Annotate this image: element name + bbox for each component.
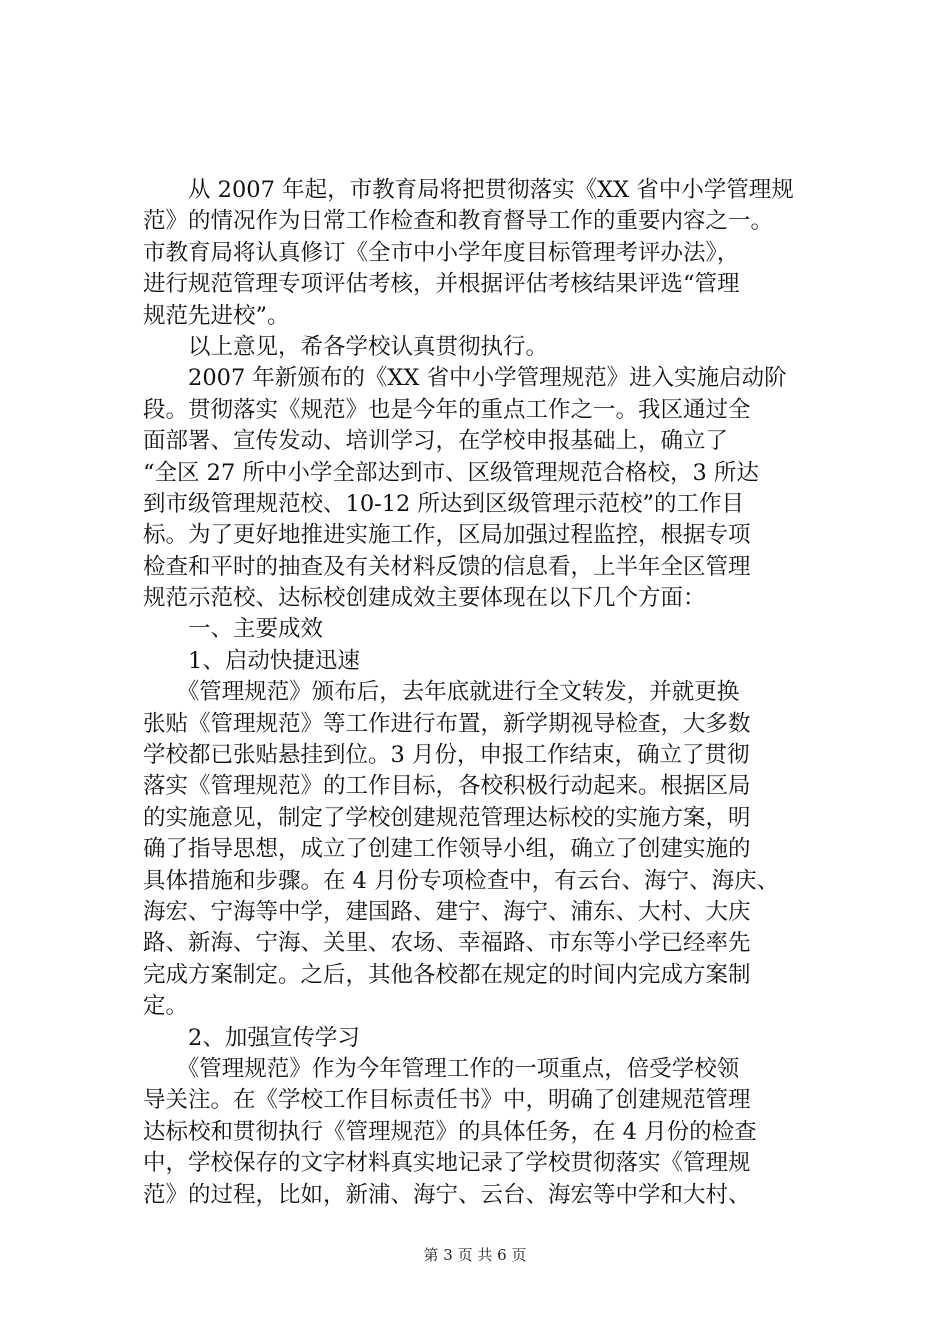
text-line: 达标校和贯彻执行《管理规范》的具体任务，在 4 月份的检查	[143, 1118, 757, 1145]
text-line: 中，学校保存的文字材料真实地记录了学校贯彻落实《管理规	[143, 1150, 751, 1177]
text-line: 张贴《管理规范》等工作进行布置，新学期视导检查，大多数	[143, 710, 751, 737]
text-line: 范》的情况作为日常工作检查和教育督导工作的重要内容之一。	[143, 208, 774, 235]
text-line: 《管理规范》颁布后，去年底就进行全文转发，并就更换	[143, 679, 740, 706]
text-line: 标。为了更好地推进实施工作，区局加强过程监控，根据专项	[143, 522, 751, 549]
text-line: 从 2007 年起，市教育局将把贯彻落实《XX 省中小学管理规	[143, 177, 794, 203]
text-line: 段。贯彻落实《规范》也是今年的重点工作之一。我区通过全	[143, 396, 751, 423]
text-line: “全区 27 所中小学全部达到市、区级管理规范合格校，3 所达	[143, 459, 759, 486]
text-line: 规范先进校”。	[143, 302, 290, 329]
text-line: 导关注。在《学校工作目标责任书》中，明确了创建规范管理	[143, 1087, 751, 1114]
text-line: 路、新海、宁海、关里、农场、幸福路、市东等小学已经率先	[143, 930, 751, 957]
page-footer: 第 3 页 共 6 页	[423, 1246, 527, 1264]
text-line: 2007 年新颁布的《XX 省中小学管理规范》进入实施启动阶	[143, 365, 787, 392]
text-line: 海宏、宁海等中学，建国路、建宁、海宁、浦东、大村、大庆	[143, 898, 751, 925]
text-line: 面部署、宣传发动、培训学习，在学校申报基础上，确立了	[143, 428, 729, 455]
heading-line: 一、主要成效	[143, 616, 324, 643]
text-line: 完成方案制定。之后，其他各校都在规定的时间内完成方案制	[143, 961, 751, 988]
text-line: 具体措施和步骤。在 4 月份专项检查中，有云台、海宁、海庆、	[143, 867, 780, 894]
text-line: 进行规范管理专项评估考核，并根据评估考核结果评选“管理	[143, 271, 740, 298]
text-line: 确了指导思想，成立了创建工作领导小组，确立了创建实施的	[143, 836, 751, 863]
body-text	[143, 175, 843, 1211]
text-line: 到市级管理规范校、10-12 所达到区级管理示范校”的工作目	[143, 490, 745, 517]
text-line: 落实《管理规范》的工作目标，各校积极行动起来。根据区局	[143, 773, 751, 800]
text-line: 的实施意见，制定了学校创建规范管理达标校的实施方案，明	[143, 804, 751, 831]
text-line: 检查和平时的抽查及有关材料反馈的信息看，上半年全区管理	[143, 553, 751, 580]
text-line: 定。	[143, 993, 189, 1020]
text-line: 以上意见，希各学校认真贯彻执行。	[143, 333, 549, 360]
text-line: 范》的过程，比如，新浦、海宁、云台、海宏等中学和大村、	[143, 1181, 751, 1208]
subheading-line: 1、启动快捷迅速	[143, 647, 360, 674]
text-line: 《管理规范》作为今年管理工作的一项重点，倍受学校领	[143, 1055, 740, 1082]
text-line: 市教育局将认真修订《全市中小学年度目标管理考评办法》，	[143, 239, 740, 266]
subheading-line: 2、加强宣传学习	[143, 1024, 360, 1051]
text-line: 规范示范校、达标校创建成效主要体现在以下几个方面：	[143, 585, 706, 612]
text-line: 学校都已张贴悬挂到位。3 月份，申报工作结束，确立了贯彻	[143, 742, 750, 769]
